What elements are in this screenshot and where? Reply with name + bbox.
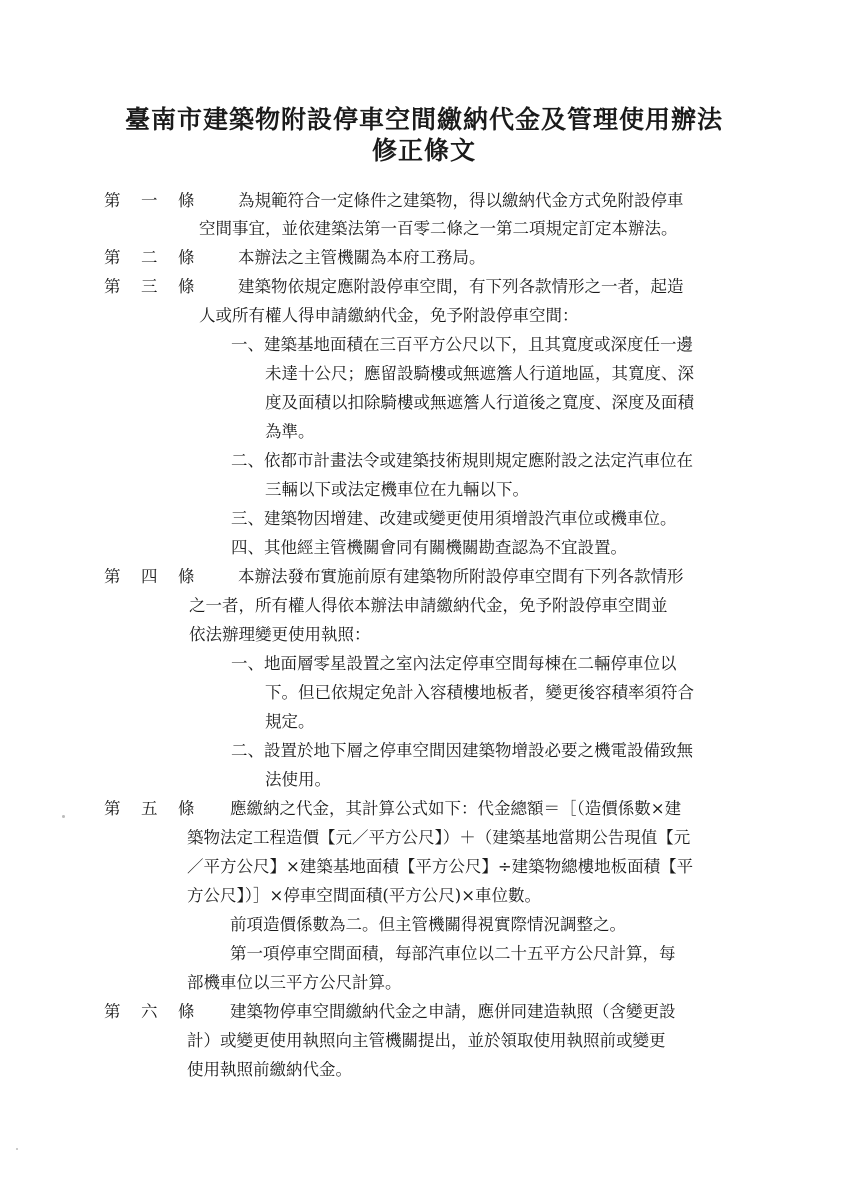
article-5-line-2: 築物法定工程造價【元／平方公尺】）＋（建築基地當期公告現值【元: [187, 828, 691, 847]
article-3-item-4: 四、其他經主管機關會同有關機關勘查認為不宜設置。: [231, 538, 627, 557]
article-1-label: 第 一 條: [104, 191, 197, 210]
scan-speck: [16, 1148, 18, 1150]
article-3-line-2: 人或所有權人得申請繳納代金，免予附設停車空間：: [199, 306, 579, 325]
article-4-item-1-line-2: 下。但已依規定免計入容積樓地板者，變更後容積率須符合: [265, 683, 694, 702]
article-3-label: 第 三 條: [104, 277, 197, 296]
article-5-paragraph-3-line-1: 第一項停車空間面積，每部汽車位以二十五平方公尺計算，每: [230, 944, 676, 963]
article-4-item-1-line-1: 一、地面層零星設置之室內法定停車空間每棟在二輛停車位以: [231, 654, 677, 673]
article-6-line-2: 計）或變更使用執照向主管機關提出，並於領取使用執照前或變更: [187, 1031, 666, 1050]
article-1-line-1: 第 一 條 為規範符合一定條件之建築物，得以繳納代金方式免附設停車: [104, 191, 684, 210]
article-2-label: 第 二 條: [104, 248, 197, 267]
article-3-line-1: 第 三 條 建築物依規定應附設停車空間，有下列各款情形之一者，起造: [104, 277, 684, 296]
article-4-line-1: 第 四 條 本辦法發布實施前原有建築物所附設停車空間有下列各款情形: [104, 567, 684, 586]
article-4-line-3: 依法辦理變更使用執照：: [189, 625, 371, 644]
article-4-label: 第 四 條: [104, 567, 197, 586]
article-5-paragraph-2: 前項造價係數為二。但主管機關得視實際情況調整之。: [230, 915, 626, 934]
article-5-paragraph-3-line-2: 部機車位以三平方公尺計算。: [187, 973, 402, 992]
article-3-item-3: 三、建築物因增建、改建或變更使用須增設汽車位或機車位。: [231, 509, 677, 528]
article-3-item-1-line-4: 為準。: [265, 422, 315, 441]
article-4-item-2-line-2: 法使用。: [265, 770, 331, 789]
article-5-line-4: 方公尺】）］×停車空間面積(平方公尺)×車位數。: [187, 886, 542, 905]
article-4-item-1-line-3: 規定。: [265, 712, 315, 731]
article-2-line-1: 第 二 條 本辦法之主管機關為本府工務局。: [104, 248, 486, 267]
article-6-label: 第 六 條: [104, 1002, 197, 1021]
document-title: 臺南市建築物附設停車空間繳納代金及管理使用辦法: [124, 105, 723, 134]
article-3-item-2-line-1: 二、依都市計畫法令或建築技術規則規定應附設之法定汽車位在: [231, 451, 693, 470]
scan-speck: [62, 815, 65, 818]
article-4-line-2: 之一者，所有權人得依本辦法申請繳納代金，免予附設停車空間並: [189, 596, 668, 615]
article-3-item-1-line-3: 度及面積以扣除騎樓或無遮簷人行道後之寬度、深度及面積: [265, 393, 694, 412]
article-5-line-1: 第 五 條 應繳納之代金，其計算公式如下：代金總額＝［（造價係數×建: [104, 799, 682, 818]
article-3-item-2-line-2: 三輛以下或法定機車位在九輛以下。: [265, 480, 529, 499]
article-5-label: 第 五 條: [104, 799, 197, 818]
article-6-line-1: 第 六 條 建築物停車空間繳納代金之申請，應併同建造執照（含變更設: [104, 1002, 676, 1021]
article-3-item-1-line-2: 未達十公尺；應留設騎樓或無遮簷人行道地區，其寬度、深: [265, 364, 694, 383]
article-4-item-2-line-1: 二、設置於地下層之停車空間因建築物增設必要之機電設備致無: [231, 741, 693, 760]
article-5-line-3: ／平方公尺】×建築基地面積【平方公尺】÷建築物總樓地板面積【平: [187, 857, 694, 876]
document-subtitle: 修正條文: [371, 136, 476, 165]
article-1-line-2: 空間事宜，並依建築法第一百零二條之一第二項規定訂定本辦法。: [199, 219, 678, 238]
article-6-line-3: 使用執照前繳納代金。: [187, 1060, 352, 1079]
article-3-item-1-line-1: 一、建築基地面積在三百平方公尺以下，且其寬度或深度任一邊: [231, 335, 693, 354]
